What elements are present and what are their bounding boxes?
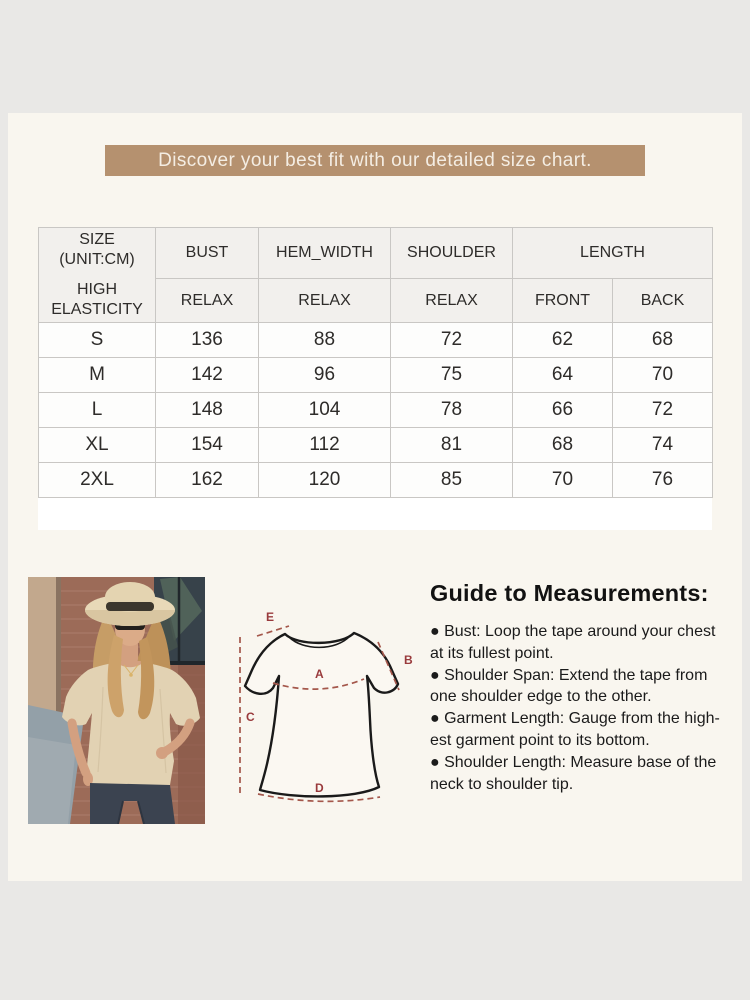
label-C: C <box>246 710 255 724</box>
front-cell: 68 <box>513 428 613 463</box>
label-D: D <box>315 781 324 795</box>
length-front-cell: FRONT <box>513 279 613 323</box>
guide-line: ● Shoulder Length: Measure base of the <box>430 753 717 771</box>
shoulder-header-cell: SHOULDER <box>391 228 513 279</box>
back-cell: 74 <box>613 428 713 463</box>
table-row <box>39 323 713 358</box>
guide-line: ● Bust: Loop the tape around your chest <box>430 623 716 640</box>
table-row <box>39 428 713 463</box>
size-unit-header-cell <box>39 228 156 323</box>
size-header-line: (UNIT:CM) <box>59 251 135 268</box>
guide-line: ● Shoulder Span: Extend the tape from <box>430 666 708 684</box>
shoulder-relax-cell: RELAX <box>391 279 513 323</box>
guide-title: Guide to Measurements: <box>430 580 709 606</box>
bust-relax-cell: RELAX <box>156 279 259 323</box>
garment-measurement-diagram <box>215 580 425 820</box>
back-cell: 76 <box>613 463 713 498</box>
size-cell: 2XL <box>39 463 156 498</box>
shoulder-cell: 72 <box>391 323 513 358</box>
hem-cell: 104 <box>259 393 391 428</box>
measurement-guide <box>430 580 732 795</box>
size-header-line: SIZE <box>79 231 115 248</box>
bust-cell: 148 <box>156 393 259 428</box>
size-cell: L <box>39 393 156 428</box>
bust-cell: 154 <box>156 428 259 463</box>
size-chart-card <box>8 113 742 881</box>
hem-cell: 112 <box>259 428 391 463</box>
size-chart-table <box>38 227 713 498</box>
front-cell: 62 <box>513 323 613 358</box>
guide-line: one shoulder edge to the other. <box>430 688 652 706</box>
length-header-cell: LENGTH <box>513 228 713 279</box>
guide-line: est garment point to its bottom. <box>430 731 650 749</box>
label-E: E <box>266 610 275 624</box>
bust-cell: 136 <box>156 323 259 358</box>
shoulder-cell: 85 <box>391 463 513 498</box>
front-cell: 70 <box>513 463 613 498</box>
table-row <box>39 393 713 428</box>
table-row <box>39 358 713 393</box>
size-cell: M <box>39 358 156 393</box>
size-chart-banner: Discover your best fit with our detailed size chart. <box>105 145 645 176</box>
shoulder-cell: 81 <box>391 428 513 463</box>
size-cell: S <box>39 323 156 358</box>
guide-bullet-shoulder-span <box>430 665 732 709</box>
size-header-line: ELASTICITY <box>51 301 143 318</box>
back-cell: 72 <box>613 393 713 428</box>
size-table-panel <box>38 227 712 530</box>
back-cell: 68 <box>613 323 713 358</box>
size-header-line: HIGH <box>77 281 117 298</box>
shoulder-cell: 78 <box>391 393 513 428</box>
shoulder-cell: 75 <box>391 358 513 393</box>
model-photo <box>28 577 205 824</box>
label-A: A <box>315 667 324 681</box>
guide-line: at its fullest point. <box>430 644 554 662</box>
guide-line: neck to shoulder tip. <box>430 775 574 793</box>
bust-cell: 142 <box>156 358 259 393</box>
guide-bullet-bust <box>430 621 732 665</box>
guide-bullet-garment-length <box>430 708 732 752</box>
hem-width-header-cell: HEM_WIDTH <box>259 228 391 279</box>
back-cell: 70 <box>613 358 713 393</box>
hem-cell: 88 <box>259 323 391 358</box>
front-cell: 66 <box>513 393 613 428</box>
hem-relax-cell: RELAX <box>259 279 391 323</box>
guide-line: ● Garment Length: Gauge from the high- <box>430 710 720 728</box>
hem-cell: 96 <box>259 358 391 393</box>
bust-header-cell: BUST <box>156 228 259 279</box>
hem-cell: 120 <box>259 463 391 498</box>
guide-bullet-shoulder-length <box>430 752 732 796</box>
length-back-cell: BACK <box>613 279 713 323</box>
size-cell: XL <box>39 428 156 463</box>
table-row <box>39 463 713 498</box>
bust-cell: 162 <box>156 463 259 498</box>
front-cell: 64 <box>513 358 613 393</box>
label-B: B <box>404 653 413 667</box>
